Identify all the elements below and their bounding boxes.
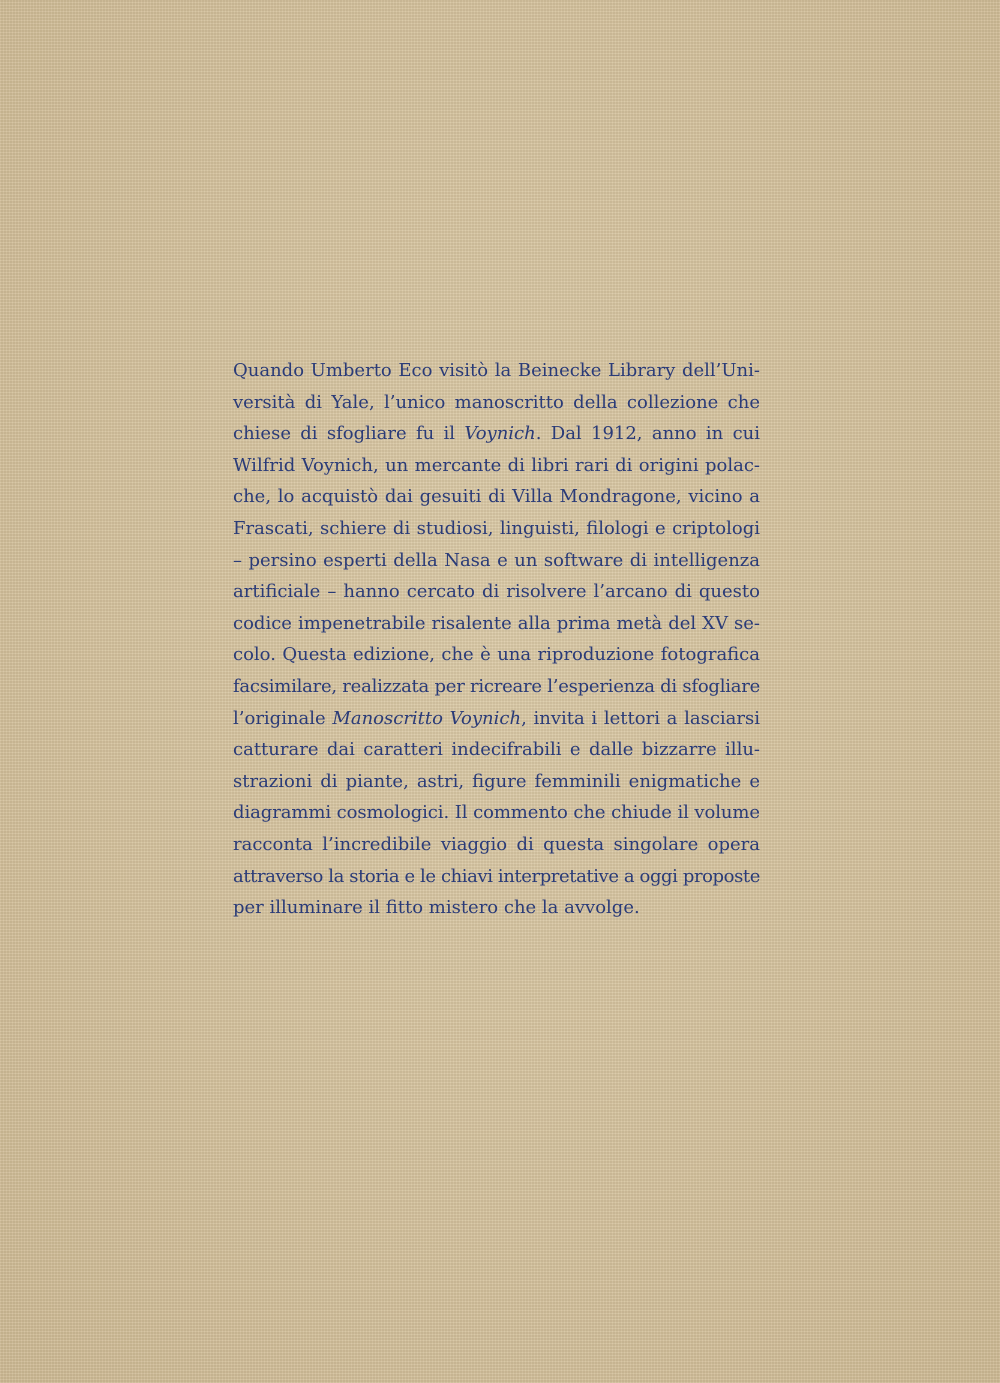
blurb-line: che, lo acquistò dai gesuiti di Villa Mondragone, vicino a [233,486,760,508]
blurb-line: diagrammi cosmologici. Il commento che chiude il volume [233,802,760,824]
back-cover-blurb [233,355,760,924]
blurb-line: l’originale Manoscritto Voynich, invita i lettori a lasciarsi [233,707,760,729]
blurb-line: chiese di sfogliare fu il Voynich. Dal 1912, anno in cui [233,423,760,445]
blurb-line: Frascati, schiere di studiosi, linguisti, filologi e criptologi [233,517,760,539]
book-title-italic: Voynich [464,423,536,445]
blurb-line: racconta l’incredibile viaggio di questa singolare opera [233,833,760,855]
blurb-line: codice impenetrabile risalente alla prima metà del XV se- [233,612,760,634]
blurb-line: – persino esperti della Nasa e un software di intelligenza [233,549,760,571]
blurb-line: Wilfrid Voynich, un mercante di libri rari di origini polac- [233,454,760,476]
blurb-line: catturare dai caratteri indecifrabili e dalle bizzarre illu- [233,739,760,761]
blurb-line: colo. Questa edizione, che è una riproduzione fotografica [233,644,760,666]
blurb-line: Quando Umberto Eco visitò la Beinecke Library dell’Uni- [233,360,760,381]
blurb-line: facsimilare, realizzata per ricreare l’esperienza di sfogliare [233,675,760,697]
blurb-line: attraverso la storia e le chiavi interpretative a oggi proposte [233,865,760,887]
blurb-line: artificiale – hanno cercato di risolvere l’arcano di questo [233,581,760,603]
blurb-line: per illuminare il fitto mistero che la avvolge. [233,897,640,919]
book-title-italic: Manoscritto Voynich [332,707,522,729]
blurb-line: versità di Yale, l’unico manoscritto della collezione che [233,391,760,413]
blurb-line: strazioni di piante, astri, figure femminili enigmatiche e [233,770,760,792]
